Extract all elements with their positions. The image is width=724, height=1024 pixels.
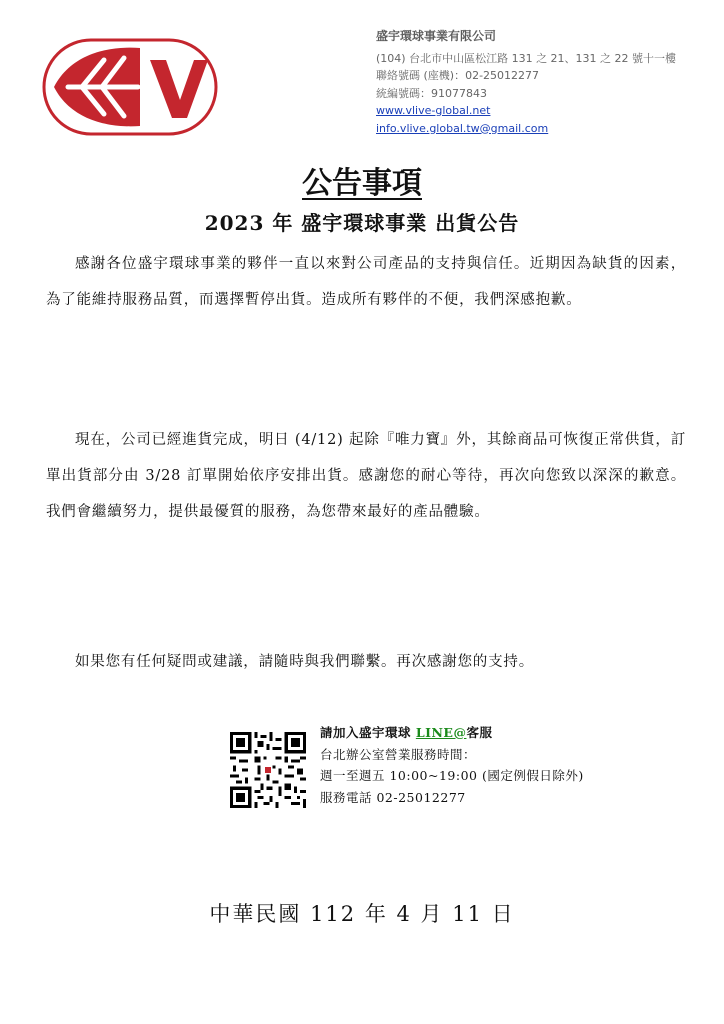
document-title (0, 158, 724, 202)
service-phone: 服務電話 02-25012277 (320, 789, 466, 805)
website-link[interactable]: www.vlive-global.net (376, 104, 491, 117)
office-hours-label: 台北辦公室營業服務時間： (320, 746, 477, 762)
document-date: 中華民國 112 年 4 月 11 日 (209, 902, 515, 926)
title-text: 公告事項 (302, 166, 422, 201)
line-qr-code[interactable] (230, 732, 306, 808)
paragraph-contact-us: 如果您有任何疑問或建議，請隨時與我們聯繫。再次感謝您的支持。 (75, 654, 534, 670)
office-hours: 週一至週五 10:00~19:00 (國定例假日除外) (320, 768, 584, 783)
company-info (376, 28, 706, 137)
line-invite-suffix: 客服 (466, 725, 493, 740)
line-at-link[interactable]: LINE@ (415, 725, 467, 740)
line-invite-prefix: 請加入盛宇環球 (320, 725, 416, 740)
company-phone: 聯絡號碼 (座機)：02-25012277 (376, 69, 540, 82)
document-subtitle: 2023 年 盛宇環球事業 出貨公告 (204, 211, 520, 235)
line-invite (320, 722, 584, 744)
company-name: 盛宇環球事業有限公司 (376, 29, 497, 43)
paragraph-shipping-resumed: 現在，公司已經進貨完成，明日 (4/12) 起除『唯力寶』外，其餘商品可恢復正常供貨，訂單出貨部分由 3/28 訂單開始依序安排出貨。感謝您的耐心等待，再次向您致以深深的歉意。我們會繼續努力，提供最優質的服務，為您帶來最好的產品體驗。 (46, 432, 686, 520)
company-address: (104) 台北市中山區松江路 131 之 21、131 之 22 號十一樓 (376, 51, 677, 65)
paragraph-apology: 感謝各位盛宇環球事業的夥伴一直以來對公司產品的支持與信任。近期因為缺貨的因素，為了能維持服務品質，而選擇暫停出貨。造成所有夥伴的不便，我們深感抱歉。 (46, 256, 686, 308)
email-link[interactable]: info.vlive.global.tw@gmail.com (376, 121, 549, 135)
company-logo (42, 38, 218, 136)
contact-block (320, 722, 584, 808)
company-tax-id: 統編號碼：91077843 (376, 86, 487, 100)
